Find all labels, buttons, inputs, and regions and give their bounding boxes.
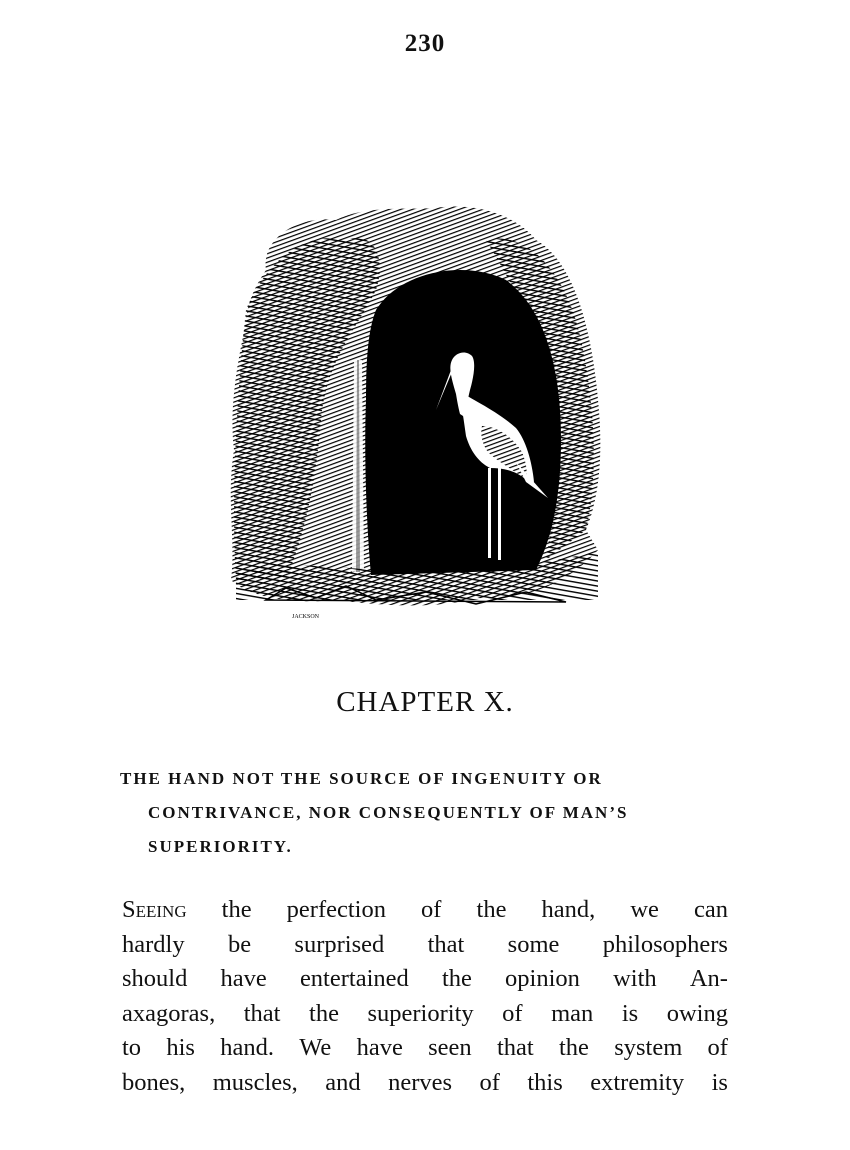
body-word: his [166,1034,195,1061]
body-word: be [227,930,252,958]
body-word: philosophers [602,930,728,958]
body-word: man [551,999,594,1027]
body-word: the [221,896,252,923]
body-word: should [122,965,188,992]
body-word: we [630,896,659,923]
body-word: the [476,896,507,923]
body-line [122,1031,728,1066]
body-word: is [711,1068,728,1096]
body-word: surprised [294,930,385,958]
body-word: superiority [367,999,474,1027]
body-word: to [122,1034,142,1061]
body-word: is [621,999,639,1027]
body-word: some [507,930,560,958]
engraver-signature: JACKSON [292,614,320,620]
body-word: with [613,965,657,992]
body-word: We [299,1034,332,1061]
stork-vignette-illustration [226,200,606,620]
page-number: 230 [404,30,446,57]
body-word: seen [428,1034,472,1061]
body-word: the [441,965,472,992]
body-word: of [502,999,523,1027]
body-word: of [479,1068,500,1096]
chapter-summary-line: SUPERIORITY. [148,837,293,856]
body-word: muscles, [212,1068,298,1096]
body-line [122,962,728,997]
opening-word: Seeing [122,896,187,923]
chapter-title: CHAPTER X. [336,686,514,718]
body-word: An- [689,965,728,992]
body-word: hand, [541,896,596,923]
body-word: axagoras, [122,999,216,1027]
body-word: have [356,1034,403,1061]
chapter-summary-line: CONTRIVANCE, NOR CONSEQUENTLY OF MAN’S [148,803,629,822]
body-word: the [558,1034,589,1061]
body-word: this [527,1068,563,1096]
body-word: opinion [505,965,580,992]
body-line [122,893,728,928]
body-word: of [707,1034,728,1061]
body-word: bones, [122,1068,186,1096]
body-word: system [614,1034,683,1061]
body-word: of [421,896,442,923]
body-word: can [693,896,728,923]
body-word: nerves [388,1068,453,1096]
body-word: extremity [590,1068,685,1096]
body-line [122,1066,728,1101]
body-word: that [496,1034,534,1061]
body-word: hardly [122,930,185,958]
body-word: the [309,999,339,1027]
body-word: that [427,930,465,958]
body-word: hand. [220,1034,274,1061]
body-line [122,928,728,963]
chapter-summary-line: THE HAND NOT THE SOURCE OF INGENUITY OR [120,769,603,788]
body-word: that [243,999,281,1027]
chapter-summary [120,762,726,864]
body-paragraph [122,893,728,1100]
body-word: and [325,1068,361,1096]
body-word: perfection [286,896,386,923]
body-word: owing [666,999,728,1027]
body-word: have [220,965,267,992]
body-word: entertained [299,965,409,992]
body-line [122,997,728,1032]
